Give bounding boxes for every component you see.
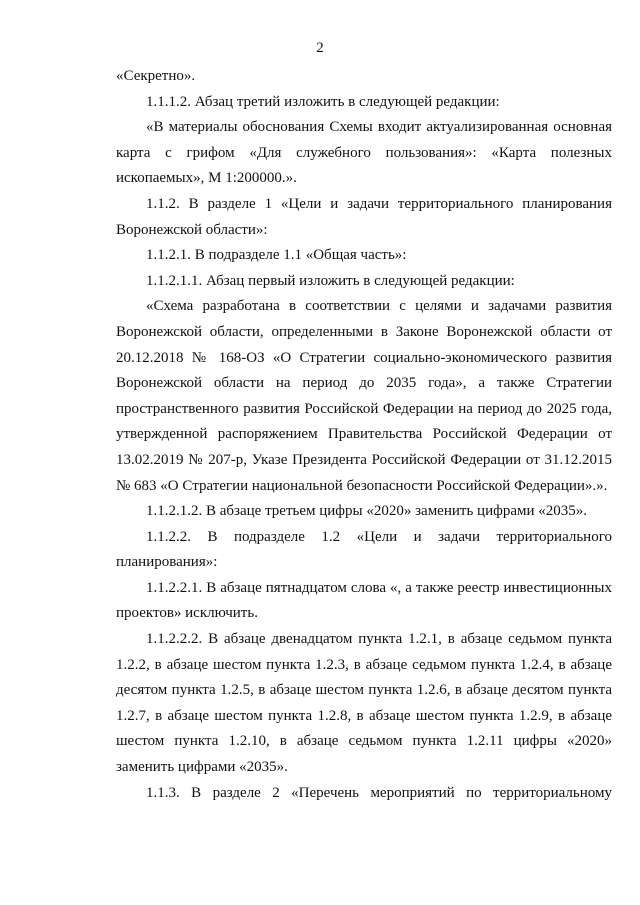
paragraph-1-1-2-2-1: 1.1.2.2.1. В абзаце пятнадцатом слова «, а также реестр инвестиционных проектов» исключить. — [116, 579, 612, 622]
paragraph-1-1-1-2: 1.1.1.2. Абзац третий изложить в следующей редакции: — [146, 93, 500, 110]
paragraph-1-1-2-1-2: 1.1.2.1.2. В абзаце третьем цифры «2020» заменить цифрами «2035». — [146, 503, 587, 520]
paragraph-1-1-2-1: 1.1.2.1. В подразделе 1.1 «Общая часть»: — [146, 247, 407, 264]
paragraph-1-1-2-2-2: 1.1.2.2.2. В абзаце двенадцатом пункта 1.2.1, в абзаце седьмом пункта 1.2.2, в абзаце шестом пункта 1.2.3, в абзаце седьмом пункта 1.2.4, в абзаце десятом пункта 1.2.5, в абзаце шестом пункта 1.2.6, в абзаце десятом пункта 1.2.7, в абзаце шестом пункта 1.2.8, в абзаце шестом пункта 1.2.9, в абзаце шестом пункта 1.2.10, в абзаце седьмом пункта 1.2.11 цифры «2020» заменить цифрами «2035». — [116, 631, 612, 776]
document-body — [116, 64, 612, 806]
paragraph-1-1-2-1-1: 1.1.2.1.1. Абзац первый изложить в следующей редакции: — [146, 272, 515, 289]
paragraph-1-1-2-2: 1.1.2.2. В подразделе 1.2 «Цели и задачи территориального планирования»: — [116, 528, 612, 571]
paragraph-1-1-2: 1.1.2. В разделе 1 «Цели и задачи территориального планирования Воронежской области»: — [116, 195, 612, 238]
page-number: 2 — [316, 40, 324, 56]
paragraph-materials-quote: «В материалы обоснования Схемы входит актуализированная основная карта с грифом «Для служебного пользования»: «Карта полезных ископаемых», М 1:200000.». — [116, 119, 612, 187]
paragraph-scheme-quote: «Схема разработана в соответствии с целями и задачами развития Воронежской области, определенными в Законе Воронежской области от 20.12.2018 № 168-ОЗ «О Стратегии социально-экономического развития Воронежской области на период до 2035 года», а также Стратегии пространственного развития Российской Федерации на период до 2025 года, утвержденной распоряжением Правительства Российской Федерации от 13.02.2019 № 207-р, Указе Президента Российской Федерации от 31.12.2015 № 683 «О Стратегии национальной безопасности Российской Федерации».». — [116, 298, 612, 494]
paragraph-classification-end: «Секретно». — [116, 68, 196, 84]
paragraph-1-1-3: 1.1.3. В разделе 2 «Перечень мероприятий по территориальному — [146, 784, 612, 801]
